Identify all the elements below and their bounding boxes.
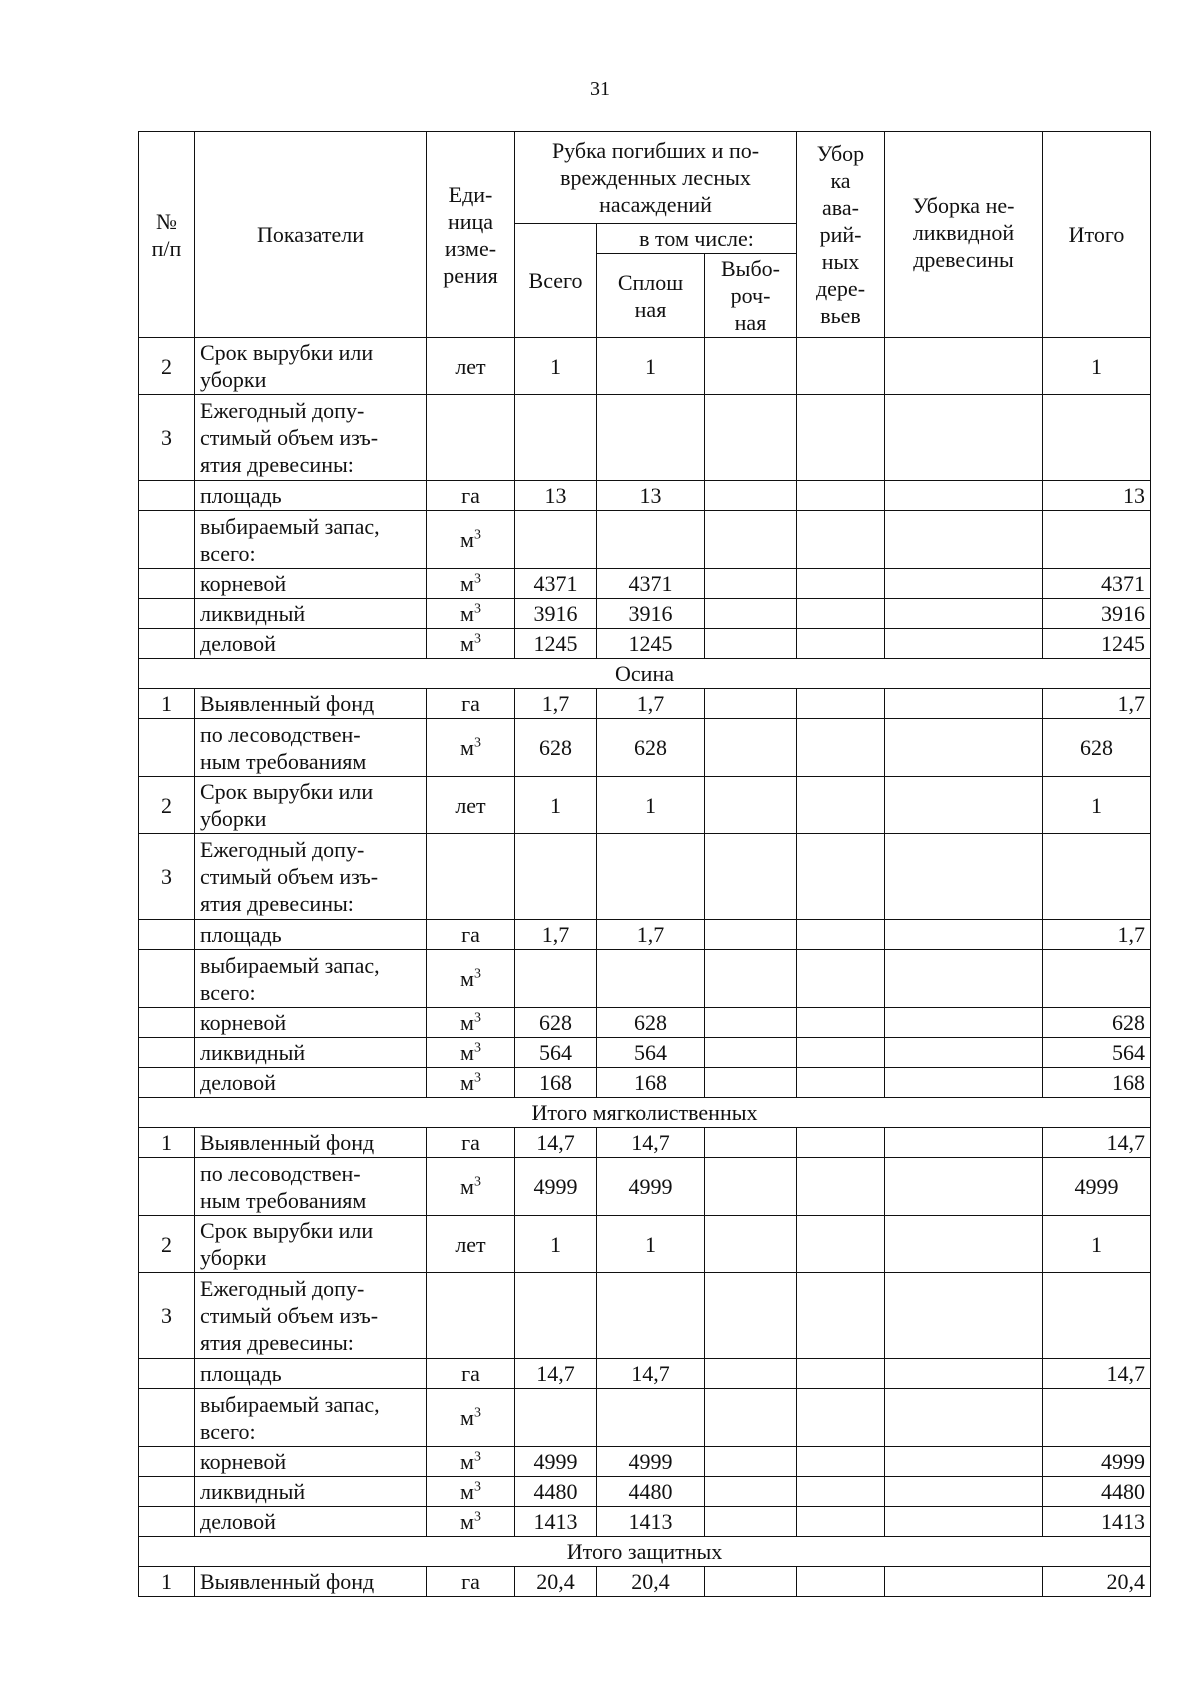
cell-total: 4480 [515,1477,597,1507]
cell-clear: 1,7 [597,920,705,950]
row-label: выбираемый запас, всего: [195,1389,427,1447]
cell-total: 1 [515,777,597,834]
row-unit: $м^3$ [427,599,515,629]
cell-itogo: 628 [1043,719,1151,777]
row-label: по лесоводствен- ным требованиям [195,1158,427,1216]
row-unit: га [427,1567,515,1597]
row-label: Срок вырубки или уборки [195,777,427,834]
cell-clear: 13 [597,481,705,511]
cell-clear: 4480 [597,1477,705,1507]
table-row [139,920,1151,950]
row-label: площадь [195,481,427,511]
cell-clear: 1245 [597,629,705,659]
row-number: 2 [139,1216,195,1273]
row-unit: га [427,920,515,950]
cell-total: 168 [515,1068,597,1098]
row-label: деловой [195,1068,427,1098]
row-label: деловой [195,629,427,659]
cell-itogo: 1 [1043,1216,1151,1273]
cell-clear: 1,7 [597,689,705,719]
table-row [139,629,1151,659]
row-unit: $м^3$ [427,629,515,659]
row-unit: лет [427,338,515,395]
cell-itogo: 564 [1043,1038,1151,1068]
table-row [139,1567,1151,1597]
row-label: корневой [195,1008,427,1038]
row-unit: $м^3$ [427,1158,515,1216]
row-number: 3 [139,395,195,481]
table-row [139,777,1151,834]
row-label: Выявленный фонд [195,1128,427,1158]
cell-total: 1,7 [515,920,597,950]
row-unit: лет [427,777,515,834]
cell-clear: 20,4 [597,1567,705,1597]
cell-clear: 628 [597,719,705,777]
section-title-protective-total: Итого защитных [139,1537,1151,1567]
cell-total: 14,7 [515,1128,597,1158]
table-row [139,1158,1151,1216]
table-row [139,1507,1151,1537]
row-number: 1 [139,1128,195,1158]
header-including: в том числе: [597,224,797,254]
row-number: 3 [139,1273,195,1359]
row-unit: $м^3$ [427,511,515,569]
cell-clear: 4999 [597,1447,705,1477]
table-row [139,1359,1151,1389]
row-label: Ежегодный допу- стимый объем изъ- ятия древесины: [195,1273,427,1359]
table-row [139,511,1151,569]
cell-total: 1 [515,1216,597,1273]
cell-itogo: 1 [1043,338,1151,395]
cell-itogo: 13 [1043,481,1151,511]
row-label: корневой [195,569,427,599]
section-row [139,1537,1151,1567]
row-label: ликвидный [195,599,427,629]
row-label: ликвидный [195,1477,427,1507]
header-number: № п/п [139,132,195,338]
row-unit: $м^3$ [427,569,515,599]
cell-total: 4371 [515,569,597,599]
table-row [139,569,1151,599]
row-number: 1 [139,689,195,719]
cell-clear: 628 [597,1008,705,1038]
table-row [139,719,1151,777]
cell-clear: 1 [597,338,705,395]
cell-itogo: 1413 [1043,1507,1151,1537]
cell-total: 628 [515,719,597,777]
table-row [139,1128,1151,1158]
cell-total: 564 [515,1038,597,1068]
cell-itogo: 1,7 [1043,689,1151,719]
row-unit: га [427,689,515,719]
row-unit: $м^3$ [427,1068,515,1098]
row-unit: $м^3$ [427,719,515,777]
cell-total: 14,7 [515,1359,597,1389]
row-unit: га [427,1359,515,1389]
row-number: 2 [139,338,195,395]
cell-itogo: 1,7 [1043,920,1151,950]
cell-total: 20,4 [515,1567,597,1597]
table-row [139,689,1151,719]
row-label: Срок вырубки или уборки [195,1216,427,1273]
table-row [139,834,1151,920]
cell-total: 3916 [515,599,597,629]
row-unit: га [427,481,515,511]
table-row [139,1216,1151,1273]
table-row [139,481,1151,511]
page-number: 31 [590,78,610,100]
row-label: выбираемый запас, всего: [195,511,427,569]
row-label: Выявленный фонд [195,689,427,719]
cell-itogo: 4999 [1043,1158,1151,1216]
table-row [139,1477,1151,1507]
cell-total: 13 [515,481,597,511]
cell-clear: 1 [597,777,705,834]
row-label: по лесоводствен- ным требованиям [195,719,427,777]
cell-itogo: 1245 [1043,629,1151,659]
row-label: корневой [195,1447,427,1477]
row-number: 1 [139,1567,195,1597]
row-label: площадь [195,920,427,950]
row-label: Ежегодный допу- стимый объем изъ- ятия древесины: [195,834,427,920]
row-number: 2 [139,777,195,834]
cell-itogo: 14,7 [1043,1359,1151,1389]
header-unit: Еди- ница изме- рения [427,132,515,338]
table-row [139,1038,1151,1068]
cell-total: 1,7 [515,689,597,719]
table-row [139,1008,1151,1038]
table-row [139,950,1151,1008]
header-clear-cut: Сплош ная [597,254,705,338]
header-dead-stands: Рубка погибших и по- врежденных лесных насаждений [515,132,797,224]
cell-itogo: 4480 [1043,1477,1151,1507]
cell-clear: 14,7 [597,1359,705,1389]
cell-itogo: 20,4 [1043,1567,1151,1597]
cell-itogo: 168 [1043,1068,1151,1098]
cell-total: 1413 [515,1507,597,1537]
header-indicator: Показатели [195,132,427,338]
header-nonliquid: Уборка не- ликвидной древесины [885,132,1043,338]
cell-total: 628 [515,1008,597,1038]
row-unit: $м^3$ [427,1038,515,1068]
cell-itogo: 628 [1043,1008,1151,1038]
table-row [139,1273,1151,1359]
table-row [139,1447,1151,1477]
cell-total: 1245 [515,629,597,659]
table-row [139,395,1151,481]
cell-itogo: 14,7 [1043,1128,1151,1158]
cell-total: 4999 [515,1158,597,1216]
cell-clear: 14,7 [597,1128,705,1158]
row-label: площадь [195,1359,427,1389]
table-row [139,1389,1151,1447]
table-header [139,132,1151,338]
cell-total: 4999 [515,1447,597,1477]
cell-itogo: 4371 [1043,569,1151,599]
cell-itogo: 3916 [1043,599,1151,629]
row-label: Ежегодный допу- стимый объем изъ- ятия древесины: [195,395,427,481]
row-label: выбираемый запас, всего: [195,950,427,1008]
header-salvage: Убор ка ава- рий- ных дере- вьев [797,132,885,338]
cell-clear: 3916 [597,599,705,629]
row-unit: $м^3$ [427,950,515,1008]
row-unit: га [427,1128,515,1158]
row-label: деловой [195,1507,427,1537]
row-label: Выявленный фонд [195,1567,427,1597]
section-row [139,659,1151,689]
table-row [139,1068,1151,1098]
row-unit: $м^3$ [427,1008,515,1038]
row-unit: $м^3$ [427,1477,515,1507]
forest-harvest-table [138,131,1151,1597]
cell-clear: 564 [597,1038,705,1068]
header-itogo: Итого [1043,132,1151,338]
cell-clear: 168 [597,1068,705,1098]
row-unit: $м^3$ [427,1389,515,1447]
row-unit: $м^3$ [427,1447,515,1477]
row-label: Срок вырубки или уборки [195,338,427,395]
section-title-aspen: Осина [139,659,1151,689]
section-title-softwood-total: Итого мягколиственных [139,1098,1151,1128]
cell-itogo: 4999 [1043,1447,1151,1477]
cell-clear: 1413 [597,1507,705,1537]
row-number: 3 [139,834,195,920]
cell-clear: 4371 [597,569,705,599]
row-unit: лет [427,1216,515,1273]
header-selective-cut: Выбо- роч- ная [705,254,797,338]
cell-clear: 4999 [597,1158,705,1216]
cell-clear: 1 [597,1216,705,1273]
cell-total: 1 [515,338,597,395]
row-unit: $м^3$ [427,1507,515,1537]
section-row [139,1098,1151,1128]
row-label: ликвидный [195,1038,427,1068]
table-row [139,338,1151,395]
header-total: Всего [515,224,597,338]
table-row [139,599,1151,629]
cell-itogo: 1 [1043,777,1151,834]
